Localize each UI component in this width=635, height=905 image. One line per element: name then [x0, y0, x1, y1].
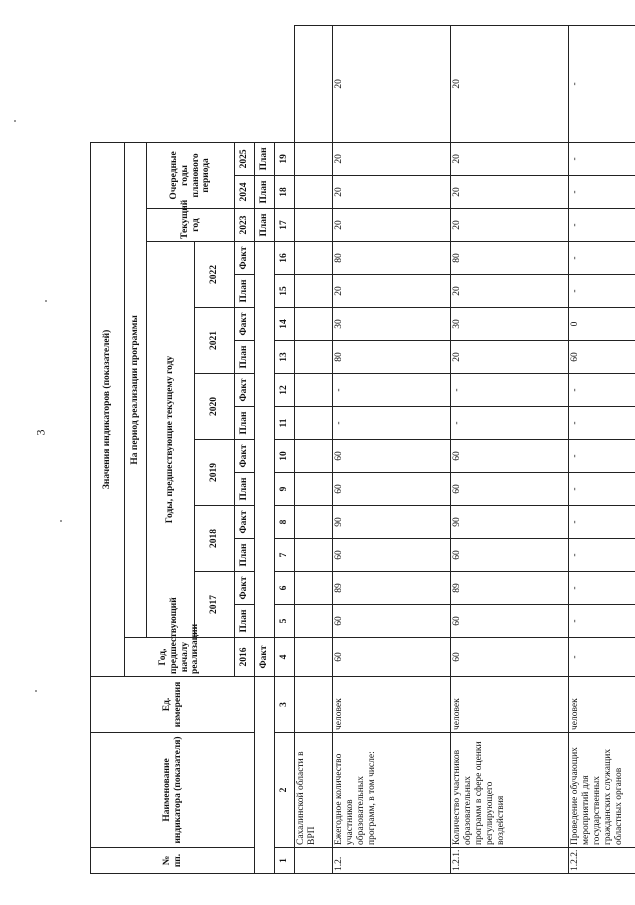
rotated-table-container: [90, 25, 624, 874]
header-fact: Факт: [235, 572, 255, 605]
value-cell: 20: [333, 26, 451, 143]
value-cell: 60: [451, 539, 569, 572]
value-cell: 20: [451, 209, 569, 242]
value-cell: [295, 242, 333, 275]
header-year-2019: 2019: [195, 440, 235, 506]
value-cell: 60: [569, 341, 635, 374]
column-index: 10: [275, 440, 295, 473]
value-cell: 20: [333, 209, 451, 242]
value-cell: 89: [333, 572, 451, 605]
header-num: № пп.: [91, 848, 255, 874]
column-index: 4: [275, 638, 295, 677]
header-plan: План: [235, 605, 255, 638]
value-cell: -: [333, 374, 451, 407]
indicators-table: [90, 25, 635, 874]
value-cell: 20: [333, 142, 451, 175]
header-fact: Факт: [235, 308, 255, 341]
value-cell: -: [569, 26, 635, 143]
value-cell: [295, 407, 333, 440]
value-cell: -: [569, 638, 635, 677]
header-plan: План: [235, 473, 255, 506]
page-number: 3: [33, 429, 48, 436]
column-index: 9: [275, 473, 295, 506]
value-cell: [295, 506, 333, 539]
header-fact: Факт: [235, 374, 255, 407]
value-cell: [295, 638, 333, 677]
value-cell: 90: [333, 506, 451, 539]
header-fact: Факт: [255, 638, 275, 677]
value-cell: [295, 440, 333, 473]
header-plan: План: [255, 142, 275, 175]
row-number: [295, 848, 333, 874]
header-spacer: [255, 242, 275, 638]
header-values: Значения индикаторов (показателей): [91, 142, 125, 676]
value-cell: 60: [451, 473, 569, 506]
header-year-2024: 2024: [235, 176, 255, 209]
header-current-year: Текущий год: [147, 209, 235, 242]
scan-speck: [45, 300, 47, 302]
unit-cell: человек: [333, 677, 451, 733]
value-cell: -: [569, 275, 635, 308]
column-index-row: [275, 26, 295, 874]
header-plan: План: [235, 407, 255, 440]
value-cell: [295, 539, 333, 572]
value-cell: -: [569, 142, 635, 175]
value-cell: 30: [451, 308, 569, 341]
scan-speck: [14, 120, 16, 122]
unit-cell: человек: [451, 677, 569, 733]
table-body: [295, 26, 635, 874]
header-fact: Факт: [235, 506, 255, 539]
header-year-2016: 2016: [235, 638, 255, 677]
table-row: [295, 26, 333, 874]
value-cell: [295, 176, 333, 209]
value-cell: 60: [333, 440, 451, 473]
value-cell: -: [569, 539, 635, 572]
column-index: 19: [275, 142, 295, 175]
header-spacer: [255, 677, 275, 874]
column-index: 1: [275, 848, 295, 874]
value-cell: 20: [451, 142, 569, 175]
column-index: 8: [275, 506, 295, 539]
value-cell: 20: [451, 275, 569, 308]
value-cell: 60: [333, 539, 451, 572]
value-cell: [295, 572, 333, 605]
row-number: 1.2.1.: [451, 848, 569, 874]
header-prev-years: Годы, предшествующие текущему году: [147, 242, 195, 638]
value-cell: 20: [451, 341, 569, 374]
header-year-2023: 2023: [235, 209, 255, 242]
column-index: 12: [275, 374, 295, 407]
value-cell: 60: [451, 638, 569, 677]
value-cell: -: [569, 572, 635, 605]
value-cell: -: [569, 242, 635, 275]
value-cell: -: [569, 209, 635, 242]
table-row: [451, 26, 569, 874]
scan-speck: [35, 690, 37, 692]
header-plan: План: [255, 209, 275, 242]
header-year-2025: 2025: [235, 142, 255, 175]
unit-cell: [295, 677, 333, 733]
column-index: 14: [275, 308, 295, 341]
value-cell: [295, 473, 333, 506]
value-cell: -: [451, 407, 569, 440]
header-year-2021: 2021: [195, 308, 235, 374]
column-index: 2: [275, 733, 295, 848]
header-plan: План: [235, 275, 255, 308]
value-cell: [295, 374, 333, 407]
column-index: 5: [275, 605, 295, 638]
column-index: 17: [275, 209, 295, 242]
value-cell: [295, 605, 333, 638]
header-plan: План: [235, 539, 255, 572]
column-index: 3: [275, 677, 295, 733]
header-plan: План: [235, 341, 255, 374]
header-year-2018: 2018: [195, 506, 235, 572]
value-cell: [295, 341, 333, 374]
value-cell: [295, 209, 333, 242]
row-number: 1.2.: [333, 848, 451, 874]
header-period: На период реализации программы: [125, 142, 147, 637]
column-index: 16: [275, 242, 295, 275]
value-cell: -: [569, 473, 635, 506]
indicator-name: Количество участников образовательных программ в сфере оценки регулирующего воздействия: [451, 733, 569, 848]
value-cell: -: [569, 440, 635, 473]
value-cell: 89: [451, 572, 569, 605]
header-planned-years: Очередные годы планового периода: [147, 142, 235, 208]
table-row: [569, 26, 635, 874]
value-cell: -: [569, 374, 635, 407]
value-cell: 0: [569, 308, 635, 341]
indicator-name: Проведение обучающих мероприятий для государственных гражданских служащих областных органов: [569, 733, 635, 848]
scan-speck: [60, 520, 62, 522]
value-cell: -: [569, 176, 635, 209]
value-cell: 60: [333, 473, 451, 506]
value-cell: -: [569, 407, 635, 440]
value-cell: 20: [451, 176, 569, 209]
column-index: 11: [275, 407, 295, 440]
value-cell: -: [451, 374, 569, 407]
value-cell: -: [569, 605, 635, 638]
value-cell: 80: [333, 242, 451, 275]
header-name: Наименование индикатора (показателя): [91, 733, 255, 848]
unit-cell: человек: [569, 677, 635, 733]
header-year-2017: 2017: [195, 572, 235, 638]
value-cell: 20: [333, 275, 451, 308]
value-cell: 30: [333, 308, 451, 341]
value-cell: 60: [451, 605, 569, 638]
row-number: 1.2.2.: [569, 848, 635, 874]
column-index: 13: [275, 341, 295, 374]
column-index: 6: [275, 572, 295, 605]
header-year-before: Год, предшествующий началу реализации: [125, 638, 235, 677]
indicator-name: Сахалинской области в ВРП: [295, 733, 333, 848]
header-year-2022: 2022: [195, 242, 235, 308]
column-index: 18: [275, 176, 295, 209]
value-cell: [295, 275, 333, 308]
value-cell: 90: [451, 506, 569, 539]
value-cell: 60: [333, 605, 451, 638]
table-row: [333, 26, 451, 874]
indicator-name: Ежегодное количество участников образовательных программ, в том числе:: [333, 733, 451, 848]
value-cell: 80: [451, 242, 569, 275]
column-index: 15: [275, 275, 295, 308]
column-index: 7: [275, 539, 295, 572]
value-cell: [295, 308, 333, 341]
value-cell: 20: [333, 176, 451, 209]
value-cell: 60: [451, 440, 569, 473]
header-year-2020: 2020: [195, 374, 235, 440]
value-cell: 20: [451, 26, 569, 143]
header-fact: Факт: [235, 440, 255, 473]
value-cell: -: [333, 407, 451, 440]
header-unit: Ед. измерения: [91, 677, 255, 733]
value-cell: [295, 142, 333, 175]
value-cell: 60: [333, 638, 451, 677]
header-plan: План: [255, 176, 275, 209]
value-cell: [295, 26, 333, 143]
value-cell: 80: [333, 341, 451, 374]
header-fact: Факт: [235, 242, 255, 275]
value-cell: -: [569, 506, 635, 539]
